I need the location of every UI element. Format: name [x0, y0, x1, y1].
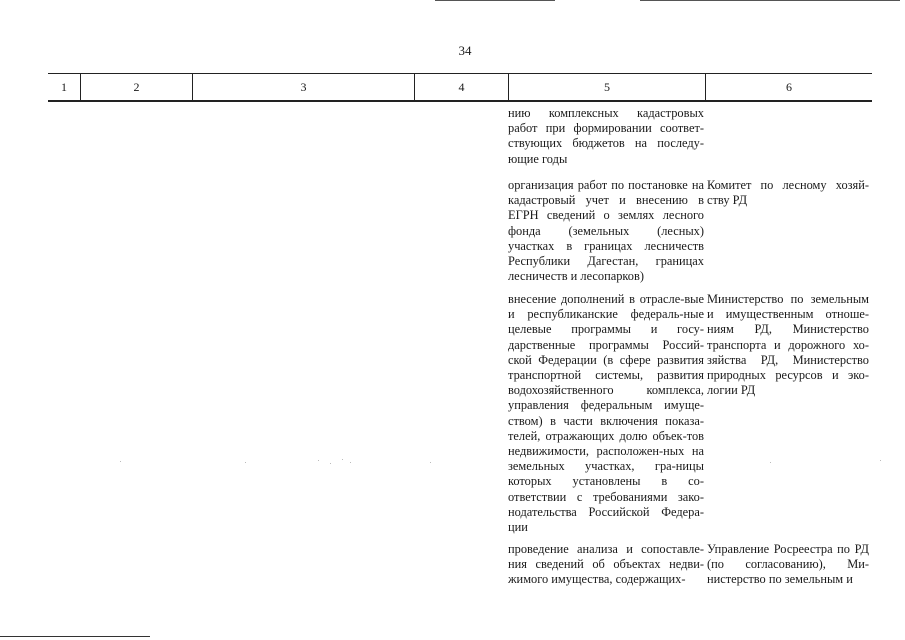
table-row-2-measure: организация работ по постановке на кадастровый учет и внесению в ЕГРН сведений о землях лесного фонда (земельных (лесных) участках в границах лесничеств Республики Дагестан, границах лесничеств и лесопарков) [508, 178, 704, 284]
scan-speck [318, 460, 319, 461]
column-header-1: 1 [61, 80, 67, 94]
scan-speck [330, 463, 331, 464]
table-row-1-measure: нию комплексных кадастровых работ при формировании соответ-ствующих бюджетов на последу-ющие годы [508, 106, 704, 166]
scan-speck [350, 462, 351, 463]
column-header-2: 2 [80, 74, 192, 100]
table-header-row [48, 73, 872, 102]
table-row-3-measure: внесение дополнений в отрасле-вые и республиканские федераль-ные целевые программы и госу-дарственные программы Россий-ской Федерации (в сфере развития транспортной системы, развития водохозяйственного комплекса, управления федеральным имуще-ством) в части включения показа-телей, отражающих долю объек-тов недвижимости, расположен-ных на земельных участках, гра-ницы которых установлены в со-ответствии с требованиями зако-нодательства Российской Федера-ции [508, 292, 704, 535]
scan-speck [120, 461, 121, 462]
scan-speck [342, 459, 343, 460]
table-row-4-executor: Управление Росреестра по РД (по согласованию), Ми-нистерство по земельным и [707, 542, 869, 587]
column-header-6: 6 [705, 74, 872, 100]
scan-speck [245, 462, 246, 463]
table-row-2-executor: Комитет по лесному хозяй-ству РД [707, 178, 869, 208]
column-header-4: 4 [414, 74, 508, 100]
table-row-4-measure: проведение анализа и сопоставле-ния сведений об объектах недви-жимого имущества, содержащих- [508, 542, 704, 587]
scan-edge-line-bottom [0, 636, 150, 637]
page-number: 34 [458, 43, 472, 58]
scan-speck [770, 462, 771, 463]
scan-edge-line-top [435, 0, 555, 1]
column-header-5: 5 [508, 74, 705, 100]
scan-speck [880, 460, 881, 461]
table-row-3-executor: Министерство по земельным и имущественным отноше-ниям РД, Министерство транспорта и дорожного хо-зяйства РД, Министерство природных ресурсов и эко-логии РД [707, 292, 869, 398]
column-header-3: 3 [192, 74, 414, 100]
scan-edge-line-top-right [640, 0, 900, 1]
scan-speck [430, 462, 431, 463]
